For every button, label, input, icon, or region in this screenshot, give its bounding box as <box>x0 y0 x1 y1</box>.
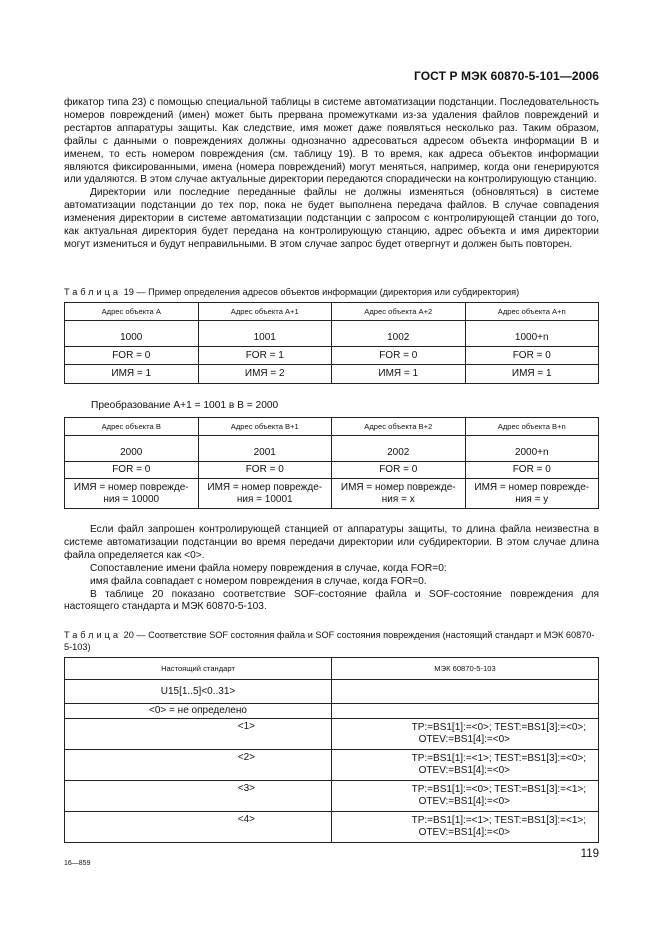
paragraph: Сопоставление имени файла номеру повреждения в случае, когда FOR=0: <box>90 562 447 574</box>
table-cell: ИМЯ = номер поврежде-ния = 10000 <box>65 479 199 509</box>
table-cell: ИМЯ = 1 <box>332 365 466 384</box>
table20 <box>64 657 599 843</box>
table19-b <box>64 417 599 509</box>
caption-text: 20 — Соответствие SOF состояния файла и SOF состояния повреждения (настоящий стандарт и МЭК 60870-5-103) <box>64 630 595 652</box>
table-cell: 1000+n <box>465 321 599 347</box>
table-cell <box>332 750 599 781</box>
table-cell: <1> <box>65 719 332 750</box>
caption-word: Таблица <box>64 287 122 297</box>
paragraph: В таблице 20 показано соответствие SOF-состояние файла и SOF-состояние повреждения для настоящего стандарта и МЭК 60870-5-103. <box>64 588 599 613</box>
table-header-cell: Адрес объекта A+1 <box>198 303 332 321</box>
cell-line: TP:=BS1[1]:=<0>; TEST:=BS1[3]:=<0>; <box>411 722 586 733</box>
conversion-text: Преобразование A+1 = 1001 в B = 2000 <box>91 400 279 411</box>
table-cell: ИМЯ = номер поврежде-ния = y <box>465 479 599 509</box>
table-header-cell: Адрес объекта A <box>65 303 199 321</box>
table-cell: <3> <box>65 781 332 812</box>
table19-caption <box>64 287 599 299</box>
cell-line: TP:=BS1[1]:=<0>; TEST:=BS1[3]:=<1>; <box>411 784 586 795</box>
body-text-top <box>64 97 599 252</box>
table-cell: FOR = 0 <box>332 347 466 365</box>
table-header-cell: Настоящий стандарт <box>65 658 332 680</box>
table-cell: ИМЯ = 1 <box>65 365 199 384</box>
paragraph: фикатор типа 23) с помощью специальной таблицы в системе автоматизации подстанции. Последовательность номеров повреждений (имен) может быть прервана промежутками из-за удаления файлов повреждений и рестартов аппаратуры защиты. Как следствие, имя может даже появляться несколько раз. Таким образом, файлы с данными о повреждениях должны однозначно адресоваться адресом объекта информации B и именем, то есть номером повреждения (см. таблицу 19). В то время, как адреса объектов информации являются фиксированными, имена (номера повреждений) могут меняться, например, когда они генерируются или удаляются. В этом случае актуальные директории передаются спорадически на контролирующую станцию. <box>64 97 599 186</box>
table-cell: FOR = 1 <box>198 347 332 365</box>
table-header-cell: Адрес объекта A+n <box>465 303 599 321</box>
table-cell <box>332 781 599 812</box>
cell-line: TP:=BS1[1]:=<1>; TEST:=BS1[3]:=<0>; <box>411 753 586 764</box>
table-cell: FOR = 0 <box>465 462 599 479</box>
table-header-cell: Адрес объекта A+2 <box>332 303 466 321</box>
table-cell: <2> <box>65 750 332 781</box>
table-cell: 2000 <box>65 436 199 462</box>
table19-a <box>64 302 599 384</box>
table-cell: 2000+n <box>465 436 599 462</box>
cell-line: OTEV:=BS1[4]:=<0> <box>418 734 510 745</box>
cell-line: OTEV:=BS1[4]:=<0> <box>418 765 510 776</box>
table-cell: 1001 <box>198 321 332 347</box>
table-header-cell: Адрес объекта B+n <box>465 418 599 436</box>
caption-word: Таблица <box>64 630 122 640</box>
table-cell: 1002 <box>332 321 466 347</box>
caption-text: 19 — Пример определения адресов объектов информации (директория или субдиректория) <box>121 287 520 297</box>
table-cell: ИМЯ = 1 <box>465 365 599 384</box>
standard-header: ГОСТ Р МЭК 60870-5-101—2006 <box>414 69 599 83</box>
table-cell: ИМЯ = номер поврежде-ния = x <box>332 479 466 509</box>
table-cell: ИМЯ = номер поврежде-ния = 10001 <box>198 479 332 509</box>
table-cell: 2002 <box>332 436 466 462</box>
cell-line: TP:=BS1[1]:=<1>; TEST:=BS1[3]:=<1>; <box>411 815 586 826</box>
table-cell: U15[1..5]<0..31> <box>65 680 332 704</box>
table-cell: FOR = 0 <box>465 347 599 365</box>
table20-caption <box>64 630 599 653</box>
page-number: 119 <box>580 848 599 860</box>
paragraph: Если файл запрошен контролирующей станцией от аппаратуры защиты, то длина файла неизвестна в системе автоматизации подстанции во время передачи директории или субдиректории. В этом случае длина файла определяется как <0>. <box>64 524 599 561</box>
table-cell: FOR = 0 <box>198 462 332 479</box>
table-cell: FOR = 0 <box>65 347 199 365</box>
table-header-cell: Адрес объекта B+1 <box>198 418 332 436</box>
table-cell <box>332 812 599 843</box>
table-cell: <0> = не определено <box>65 704 332 719</box>
table-cell: FOR = 0 <box>332 462 466 479</box>
table-cell <box>332 704 599 719</box>
table-cell <box>332 680 599 704</box>
table-header-cell: Адрес объекта B <box>65 418 199 436</box>
table-cell: ИМЯ = 2 <box>198 365 332 384</box>
paragraph: имя файла совпадает с номером повреждения в случае, когда FOR=0. <box>90 575 427 587</box>
table-header-cell: Адрес объекта B+2 <box>332 418 466 436</box>
body-text-mid <box>64 524 599 614</box>
table-cell: <4> <box>65 812 332 843</box>
cell-line: OTEV:=BS1[4]:=<0> <box>418 796 510 807</box>
table-cell <box>332 719 599 750</box>
table-cell: 2001 <box>198 436 332 462</box>
table-header-cell: МЭК 60870-5-103 <box>332 658 599 680</box>
paragraph: Директории или последние переданные файлы не должны изменяться (обновляться) в системе автоматизации подстанции до тех пор, пока не будет выполнена передача файлов. В случае совпадения изменения директории в системе автоматизации подстанции с запросом с контролирующей станции до того, как актуальная директория будет передана на контролирующую станцию, адрес объекта и имя директории могут измениться и будут неправильными. В этом случае запрос будет отвергнут и должен быть повторен. <box>64 187 599 250</box>
footer-print-code: 16—859 <box>64 860 91 867</box>
cell-line: OTEV:=BS1[4]:=<0> <box>418 827 510 838</box>
table-cell: FOR = 0 <box>65 462 199 479</box>
table-cell: 1000 <box>65 321 199 347</box>
